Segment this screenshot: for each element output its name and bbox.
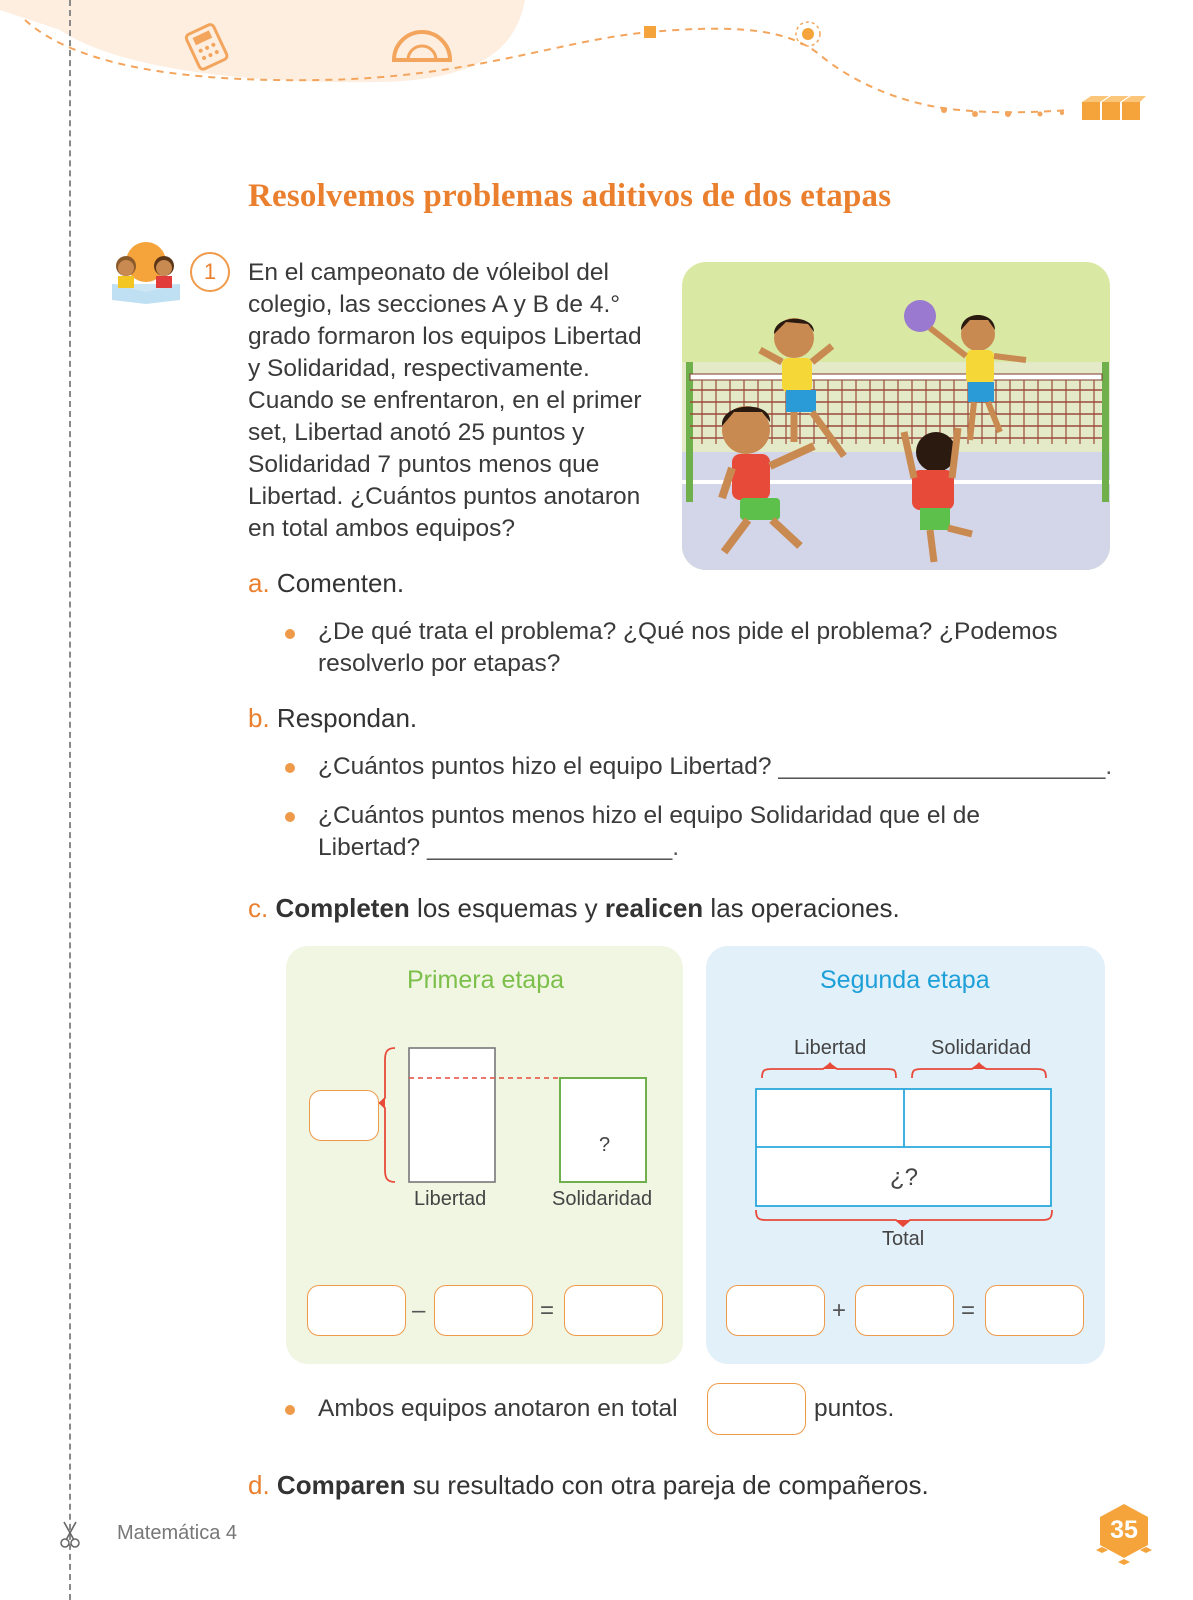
section-a-heading: a. Comenten. [248, 568, 405, 598]
libertad-label: Libertad [794, 1037, 867, 1059]
header-decoration [0, 0, 1193, 140]
minus-sign: – [412, 1297, 426, 1324]
unknown-total-mark: ¿? [890, 1164, 919, 1191]
plus-sign: + [832, 1297, 847, 1324]
addition-result-box[interactable] [985, 1285, 1084, 1336]
addition-first-box[interactable] [726, 1285, 825, 1336]
equals-sign: = [540, 1297, 555, 1324]
libertad-total-box[interactable] [309, 1090, 379, 1141]
total-points-box[interactable] [707, 1383, 806, 1435]
solidaridad-label: Solidaridad [931, 1037, 1032, 1059]
book-name: Matemática 4 [117, 1522, 238, 1544]
equals-sign: = [961, 1297, 976, 1324]
addition-second-box[interactable] [855, 1285, 954, 1336]
answer-sentence-prefix: Ambos equipos anotaron en total [318, 1395, 678, 1422]
page-title: Resolvemos problemas aditivos de dos etapas [248, 178, 892, 214]
subtraction-subtrahend-box[interactable] [434, 1285, 533, 1336]
solidaridad-label: Solidaridad [552, 1188, 653, 1210]
section-c-heading: c. Completen los esquemas y realicen las operaciones. [248, 893, 900, 923]
scissors-icon [60, 1520, 80, 1548]
volleyball-illustration [682, 262, 1110, 570]
libertad-label: Libertad [414, 1188, 487, 1210]
section-a-question: ¿De qué trata el problema? ¿Qué nos pide el problema? ¿Podemos resolverlo por etapas? [318, 618, 1058, 677]
answer-blank-2[interactable]: __________________. [426, 834, 680, 861]
exercise-number: 1 [190, 252, 230, 292]
cubes-icon [1082, 96, 1146, 120]
answer-sentence-suffix: puntos. [814, 1395, 895, 1422]
total-label: Total [882, 1228, 925, 1250]
bullet [285, 629, 295, 639]
bullet [285, 1405, 295, 1415]
second-stage-title: Segunda etapa [820, 966, 990, 994]
bullet [285, 812, 295, 822]
problem-statement: En el campeonato de vóleibol del colegio, las secciones A y B de 4.° grado formaron los equipos Libertad y Solidaridad, respectivamente. Cuando se enfrentaron, en el primer set, Libertad anotó 25 puntos y Solidaridad 7 puntos menos que Libertad. ¿Cuántos puntos anotaron en total ambos equipos? [248, 259, 642, 542]
bullet [285, 763, 295, 773]
subtraction-result-box[interactable] [564, 1285, 663, 1336]
section-b-heading: b. Respondan. [248, 703, 418, 733]
subtraction-minuend-box[interactable] [307, 1285, 406, 1336]
answer-blank-1[interactable]: ________________________. [778, 753, 1113, 780]
cube-icon [644, 26, 656, 38]
unknown-mark: ? [599, 1134, 611, 1156]
page-number: 35 [1110, 1516, 1138, 1544]
first-stage-title: Primera etapa [407, 966, 565, 994]
cut-line [69, 0, 71, 1600]
kids-reading-icon [104, 240, 188, 306]
second-stage-diagram [748, 1058, 1058, 1234]
question-libertad-points: ¿Cuántos puntos hizo el equipo Libertad? ________________________. [318, 753, 1113, 780]
section-d-heading: d. Comparen su resultado con otra pareja de compañeros. [248, 1470, 929, 1500]
question-solidaridad-difference: ¿Cuántos puntos menos hizo el equipo Solidaridad que el de Libertad? __________________. [318, 802, 980, 861]
